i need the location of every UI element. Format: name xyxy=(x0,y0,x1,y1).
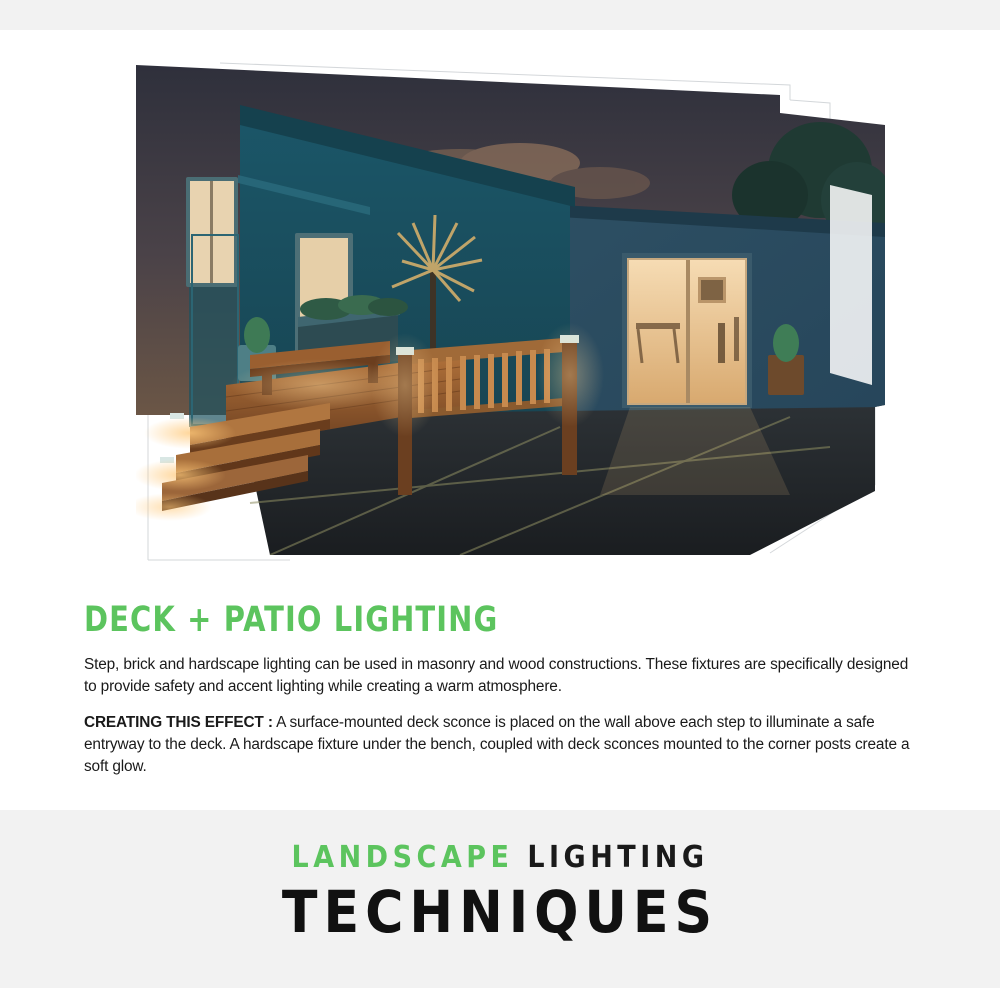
article-text xyxy=(84,600,914,791)
footer-bottom-strip xyxy=(0,988,1000,1000)
patio-doors xyxy=(622,253,752,408)
window-left xyxy=(186,177,238,287)
deck-patio-night-rendering xyxy=(130,55,885,565)
scene xyxy=(130,55,885,555)
footer xyxy=(0,810,1000,1000)
effect-paragraph xyxy=(84,712,914,778)
footer-title-line-1 xyxy=(0,840,1000,875)
illustration-container xyxy=(130,55,885,565)
page-title: DECK + PATIO LIGHTING xyxy=(84,600,499,640)
page-edge-highlight xyxy=(830,185,872,385)
footer-word-landscape: LANDSCAPE xyxy=(291,840,514,875)
intro-paragraph: Step, brick and hardscape lighting can be used in masonry and wood constructions. These fixtures are specifically designed to provide safety and accent lighting while creating a warm atmosphere. xyxy=(84,656,909,695)
effect-text: A surface-mounted deck sconce is placed on the wall above each step to illuminate a safe entryway to the deck. A hardscape fixture under the bench, coupled with deck sconces mounted to the corner posts create a soft glow. xyxy=(84,713,910,775)
footer-word-lighting: LIGHTING xyxy=(527,840,709,875)
effect-label: CREATING THIS EFFECT : xyxy=(84,713,273,731)
footer-title-line-2: TECHNIQUES xyxy=(281,878,719,946)
